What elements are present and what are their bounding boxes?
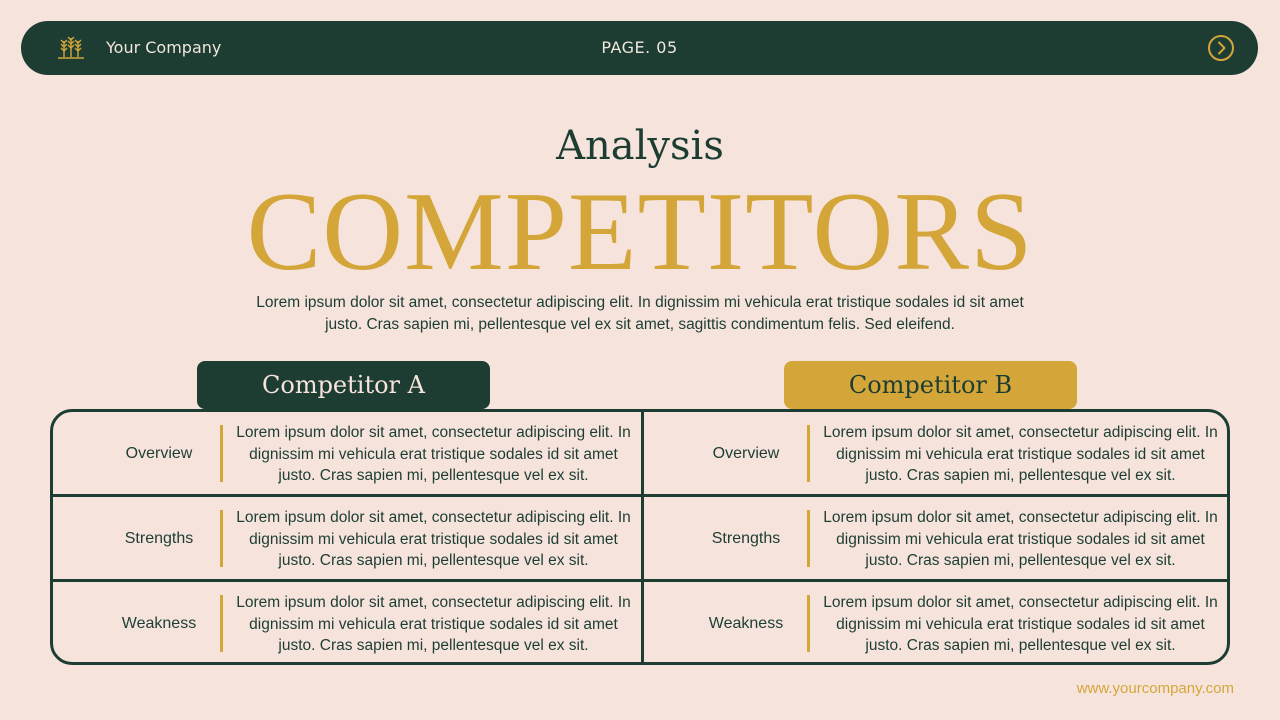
row-label: Overview [125, 445, 193, 462]
cell-text: Lorem ipsum dolor sit amet, consectetur adipiscing elit. In dignissim mi vehicula erat tristique sodales id sit amet justo. Cras sapien mi, pellentesque vel ex sit. [823, 594, 1218, 654]
table-cell-a-overview [53, 412, 641, 496]
intro-paragraph: Lorem ipsum dolor sit amet, consectetur adipiscing elit. In dignissim mi vehicula erat tristique sodales id sit amet justo. Cras sapien mi, pellentesque vel ex sit amet, sagittis condimentum felis. Sed eleifend. [256, 294, 1024, 333]
table-cell-a-weakness [53, 582, 641, 665]
accent-divider [220, 425, 223, 482]
accent-divider [807, 595, 810, 652]
row-label: Strengths [124, 530, 194, 547]
table-cell-b-overview [640, 412, 1228, 496]
footer-website-link[interactable]: www.yourcompany.com [1076, 680, 1234, 697]
section-subtitle: Analysis [556, 123, 724, 169]
row-label: Overview [712, 445, 780, 462]
row-label: Strengths [711, 530, 781, 547]
cell-text: Lorem ipsum dolor sit amet, consectetur adipiscing elit. In dignissim mi vehicula erat tristique sodales id sit amet justo. Cras sapien mi, pellentesque vel ex sit. [236, 424, 631, 484]
top-bar [21, 21, 1258, 75]
row-label: Weakness [121, 615, 197, 632]
table-cell-b-strengths [640, 497, 1228, 581]
cell-text: Lorem ipsum dolor sit amet, consectetur adipiscing elit. In dignissim mi vehicula erat tristique sodales id sit amet justo. Cras sapien mi, pellentesque vel ex sit. [823, 424, 1218, 484]
accent-divider [220, 510, 223, 567]
next-page-button[interactable] [1207, 34, 1235, 62]
accent-divider [220, 595, 223, 652]
company-name: Your Company [106, 38, 222, 57]
table-cell-a-strengths [53, 497, 641, 581]
cell-text: Lorem ipsum dolor sit amet, consectetur adipiscing elit. In dignissim mi vehicula erat tristique sodales id sit amet justo. Cras sapien mi, pellentesque vel ex sit. [236, 594, 631, 654]
row-label: Weakness [708, 615, 784, 632]
cell-text: Lorem ipsum dolor sit amet, consectetur adipiscing elit. In dignissim mi vehicula erat tristique sodales id sit amet justo. Cras sapien mi, pellentesque vel ex sit. [823, 509, 1218, 569]
competitor-a-heading: Competitor A [197, 361, 490, 409]
table-cell-b-weakness [640, 582, 1228, 665]
cell-text: Lorem ipsum dolor sit amet, consectetur adipiscing elit. In dignissim mi vehicula erat tristique sodales id sit amet justo. Cras sapien mi, pellentesque vel ex sit. [236, 509, 631, 569]
page-label: PAGE. 05 [601, 38, 678, 57]
competitor-b-heading: Competitor B [784, 361, 1077, 409]
comparison-table [50, 409, 1230, 665]
page-title: COMPETITORS [246, 170, 1034, 294]
accent-divider [807, 425, 810, 482]
accent-divider [807, 510, 810, 567]
